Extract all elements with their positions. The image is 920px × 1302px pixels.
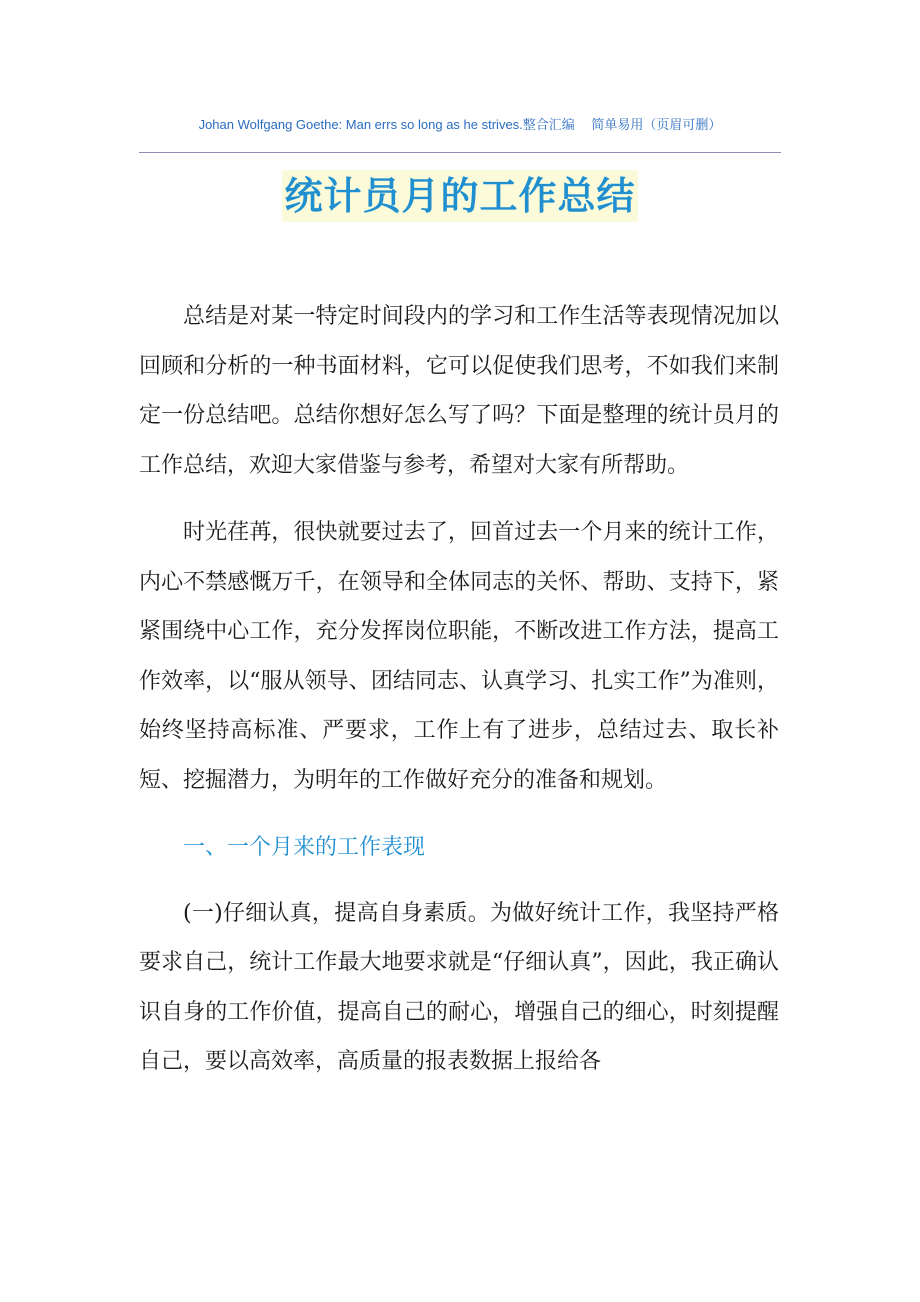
document-body <box>139 292 779 1105</box>
section-paragraph: (一)仔细认真，提高自身素质。为做好统计工作，我坚持严格要求自己，统计工作最大地要求就是“仔细认真”，因此，我正确认识自身的工作价值，提高自己的耐心，增强自己的细心，时刻提醒自己，要以高效率，高质量的报表数据上报给各 <box>139 900 779 1074</box>
document-title: 统计员月的工作总结 <box>282 170 637 222</box>
header-divider <box>139 152 781 153</box>
intro-paragraph: 总结是对某一特定时间段内的学习和工作生活等表现情况加以回顾和分析的一种书面材料，它可以促使我们思考，不如我们来制定一份总结吧。总结你想好怎么写了吗？下面是整理的统计员月的工作总结，欢迎大家借鉴与参考，希望对大家有所帮助。 <box>139 304 779 478</box>
opening-paragraph: 时光荏苒，很快就要过去了，回首过去一个月来的统计工作，内心不禁感慨万千，在领导和全体同志的关怀、帮助、支持下，紧紧围绕中心工作，充分发挥岗位职能，不断改进工作方法，提高工作效率，以“服从领导、团结同志、认真学习、扎实工作”为准则，始终坚持高标准、严要求，工作上有了进步，总结过去、取长补短、挖掘潜力，为明年的工作做好充分的准备和规划。 <box>139 520 779 793</box>
page-header: Johan Wolfgang Goethe: Man errs so long as he strives.整合汇编 简单易用（页眉可删） <box>198 117 722 132</box>
section-heading: 一、一个月来的工作表现 <box>183 835 426 860</box>
title-container <box>0 170 920 222</box>
